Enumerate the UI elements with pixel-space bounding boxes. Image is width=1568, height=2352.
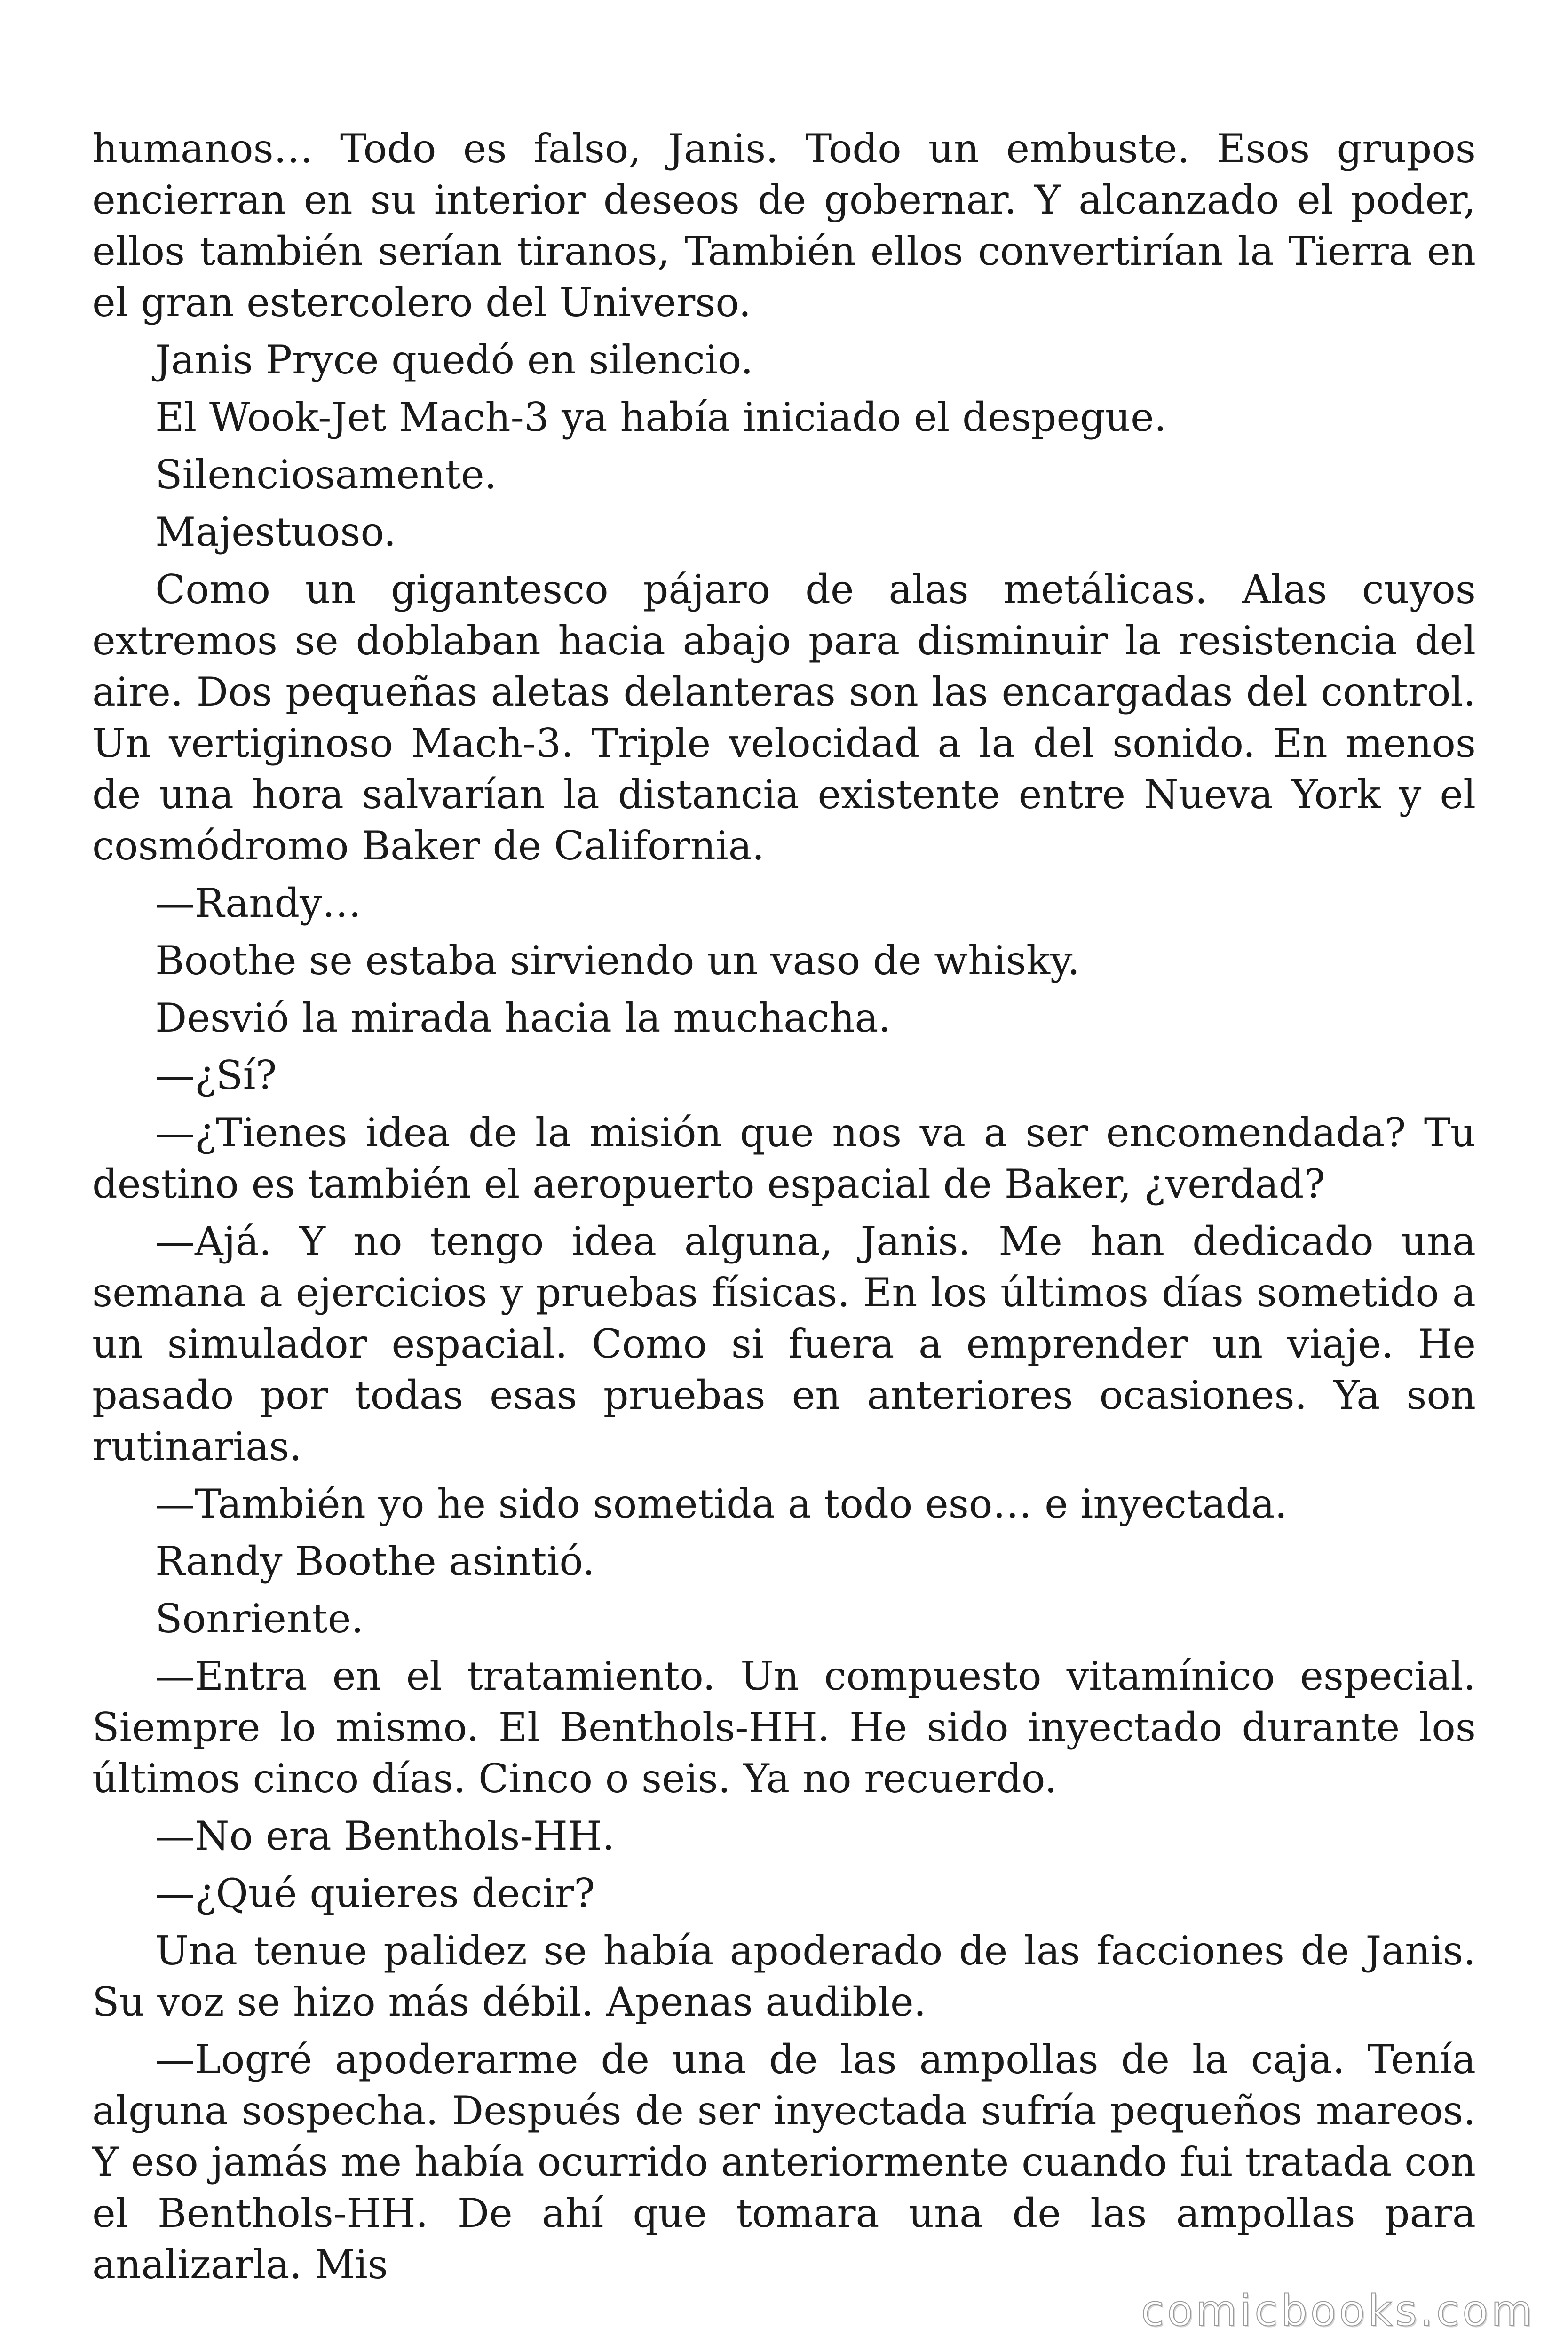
- paragraph: Sonriente.: [155, 1596, 364, 1642]
- paragraph: Silenciosamente.: [155, 452, 497, 498]
- body-text: [92, 123, 1476, 2296]
- paragraph: Randy Boothe asintió.: [155, 1538, 595, 1584]
- paragraph: Janis Pryce quedó en silencio.: [155, 337, 753, 383]
- paragraph: Majestuoso.: [155, 509, 396, 555]
- paragraph: Una tenue palidez se había apoderado de las facciones de Janis. Su voz se hizo más débil. Apenas audible.: [92, 1928, 1476, 2025]
- paragraph: —Logré apoderarme de una de las ampollas de la caja. Tenía alguna sospecha. Después de ser inyectada sufría pequeños mareos. Y eso jamás me había ocurrido anteriormente cuando fui tratada con el Benthols-HH. De ahí que tomara una de las ampollas para analizarla. Mis: [92, 2036, 1476, 2288]
- paragraph: —¿Sí?: [155, 1052, 277, 1098]
- watermark: comicbooks.com: [1141, 2286, 1535, 2336]
- paragraph: —Randy…: [155, 880, 362, 926]
- paragraph: Desvió la mirada hacia la muchacha.: [155, 995, 891, 1041]
- paragraph: —¿Tienes idea de la misión que nos va a ser encomendada? Tu destino es también el aeropuerto espacial de Baker, ¿verdad?: [92, 1110, 1476, 1207]
- paragraph: humanos… Todo es falso, Janis. Todo un embuste. Esos grupos encierran en su interior deseos de gobernar. Y alcanzado el poder, ellos también serían tiranos, También ellos convertirían la Tierra en el gran estercolero del Universo.: [92, 126, 1476, 326]
- paragraph: —Ajá. Y no tengo idea alguna, Janis. Me han dedicado una semana a ejercicios y pruebas físicas. En los últimos días sometido a un simulador espacial. Como si fuera a emprender un viaje. He pasado por todas esas pruebas en anteriores ocasiones. Ya son rutinarias.: [92, 1218, 1476, 1470]
- paragraph: —¿Qué quieres decir?: [155, 1870, 595, 1916]
- paragraph: —También yo he sido sometida a todo eso… e inyectada.: [155, 1481, 1288, 1527]
- paragraph: El Wook-Jet Mach-3 ya había iniciado el despegue.: [155, 394, 1167, 440]
- paragraph: Boothe se estaba sirviendo un vaso de whisky.: [155, 938, 1080, 984]
- paragraph: —Entra en el tratamiento. Un compuesto vitamínico especial. Siempre lo mismo. El Benthols-HH. He sido inyectado durante los últimos cinco días. Cinco o seis. Ya no recuerdo.: [92, 1653, 1476, 1802]
- paragraph: —No era Benthols-HH.: [155, 1813, 615, 1859]
- paragraph: Como un gigantesco pájaro de alas metálicas. Alas cuyos extremos se doblaban hacia abajo para disminuir la resistencia del aire. Dos pequeñas aletas delanteras son las encargadas del control. Un vertiginoso Mach-3. Triple velocidad a la del sonido. En menos de una hora salvarían la distancia existente entre Nueva York y el cosmódromo Baker de California.: [92, 566, 1476, 869]
